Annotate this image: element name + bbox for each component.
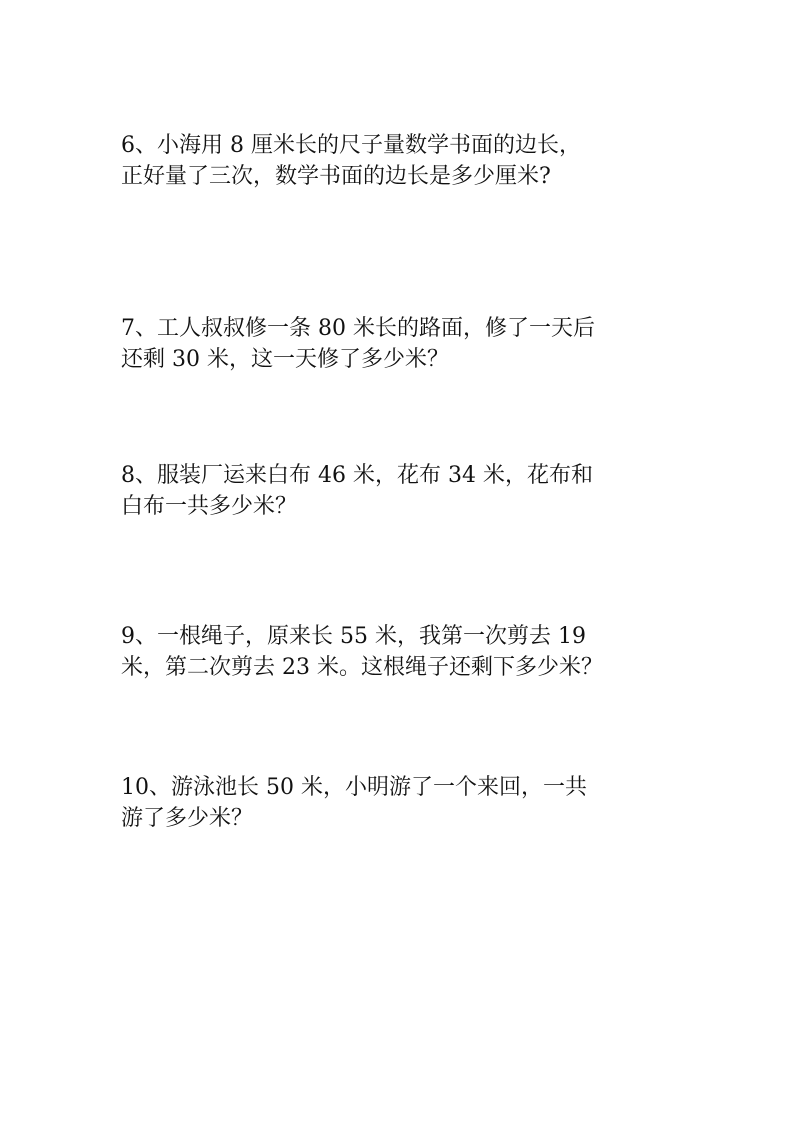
problem-9 [121,621,651,683]
problem-10-line-1: 10、游泳池长 50 米，小明游了一个来回，一共 [121,775,587,800]
problem-7-line-1: 7、工人叔叔修一条 80 米长的路面，修了一天后 [121,316,595,341]
problem-6-line-2: 正好量了三次，数学书面的边长是多少厘米? [121,164,551,189]
problem-7-line-2: 还剩 30 米，这一天修了多少米？ [121,347,449,372]
problem-6-line-1: 6、小海用 8 厘米长的尺子量数学书面的边长， [121,133,581,158]
problem-7 [121,313,651,375]
problem-9-line-1: 9、一根绳子，原来长 55 米，我第一次剪去 19 [121,624,586,649]
problem-8-line-1: 8、服装厂运来白布 46 米，花布 34 米，花布和 [121,463,593,488]
problem-9-line-2: 米，第二次剪去 23 米。这根绳子还剩下多少米？ [121,655,603,680]
problem-8-line-2: 白布一共多少米？ [121,494,298,519]
problem-8 [121,460,651,522]
problem-10 [121,772,651,834]
problem-10-line-2: 游了多少米？ [121,806,254,831]
problem-6 [121,130,651,192]
